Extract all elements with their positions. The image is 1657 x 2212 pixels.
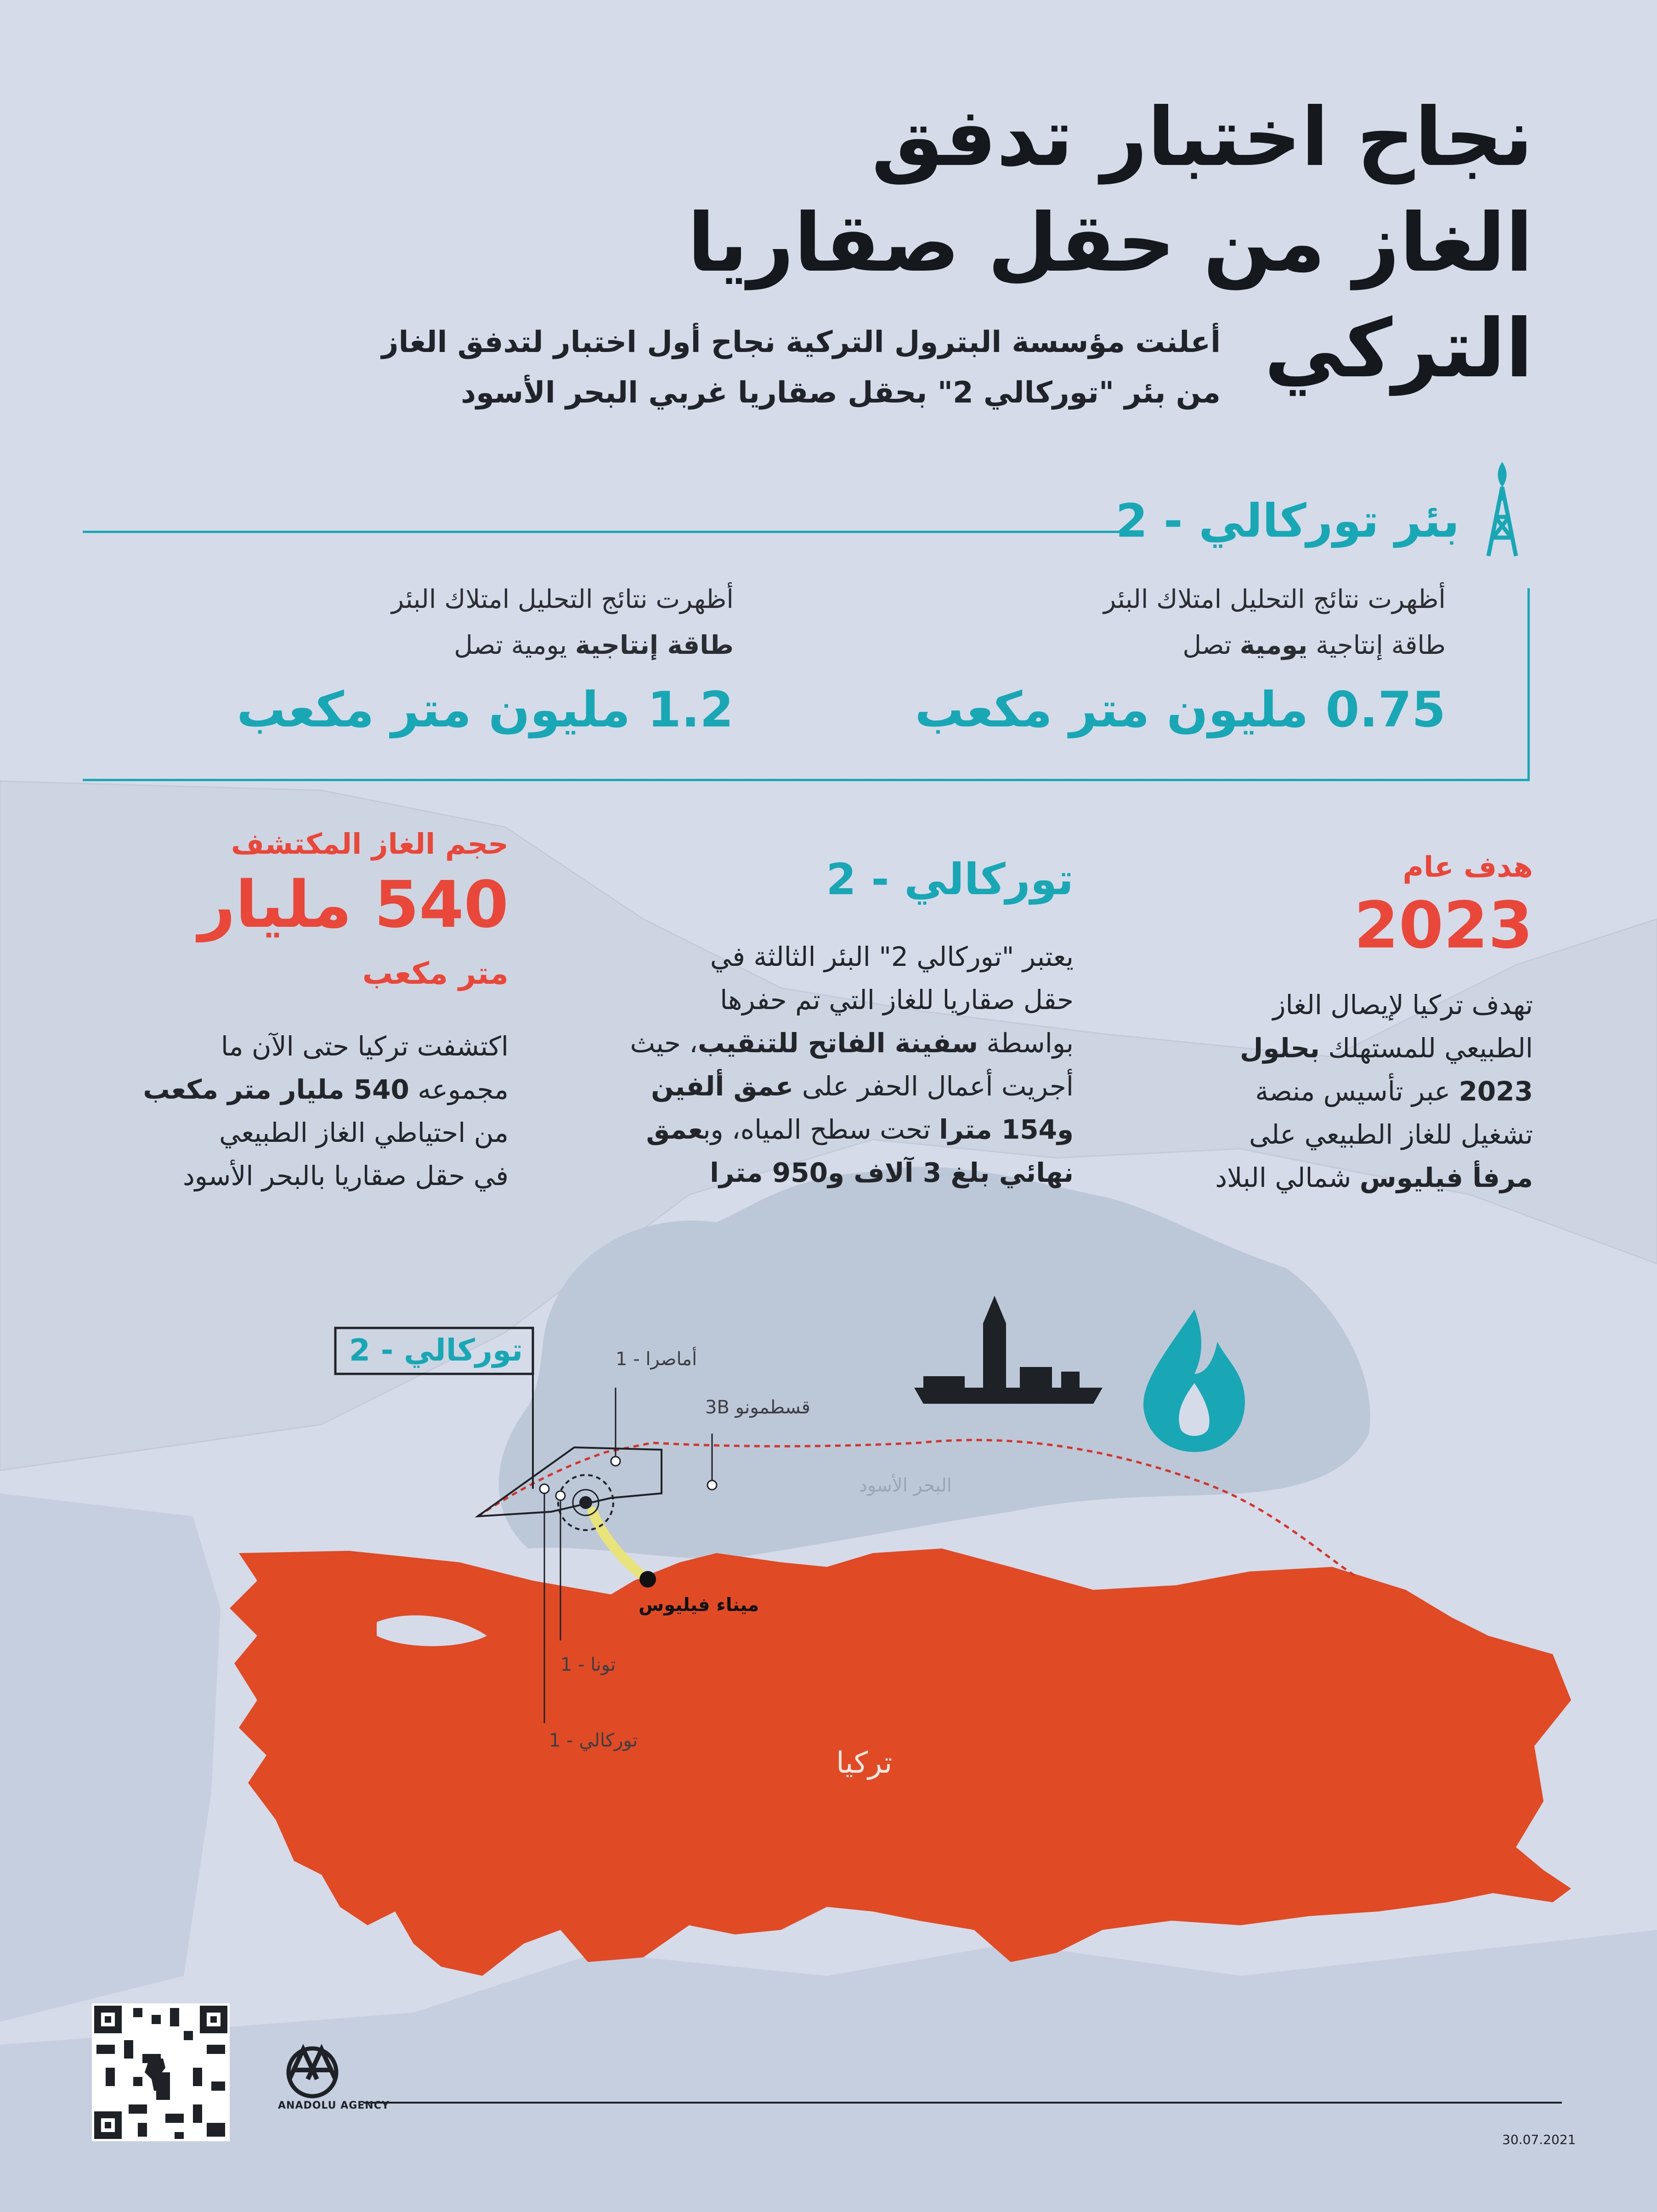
page-title-line-3: التركي xyxy=(1264,302,1533,396)
stats-frame-right-edge xyxy=(1527,588,1530,781)
stat-right-line1: أظهرت نتائج التحليل امتلاك البئر xyxy=(1103,584,1446,614)
page-subtitle xyxy=(348,317,1221,418)
turkey-landmass xyxy=(230,1548,1571,1976)
well-section-title: بئر توركالي - 2 xyxy=(1115,494,1459,548)
stat-daily-12 xyxy=(237,577,734,744)
goal-line-2-bold: بحلول xyxy=(1240,1032,1320,1064)
turkali2-line-2 xyxy=(630,978,1074,1021)
volume-line-3-text: من احتياطي الغاز الطبيعي xyxy=(219,1117,509,1148)
turkali2-line-3-tail: ، حيث xyxy=(630,1027,698,1059)
section-divider-top xyxy=(83,531,1130,533)
stat-left-bold: طاقة إنتاجية xyxy=(575,630,734,660)
stat-right-value: 0.75 مليون متر مكعب xyxy=(915,681,1446,738)
label-filyos-port: ميناء فيليوس xyxy=(639,1594,759,1616)
turkali2-line-6 xyxy=(630,1151,1074,1194)
turkali-1-well-marker xyxy=(540,1484,549,1493)
goal-line-2 xyxy=(1215,1027,1533,1070)
label-turkali-1: توركالي - 1 xyxy=(549,1730,638,1751)
filyos-port-dot xyxy=(639,1571,656,1588)
turkali2-title: توركالي - 2 xyxy=(826,855,1074,905)
stat-daily-075 xyxy=(915,577,1446,744)
volume-line-1-text: اكتشفت تركيا حتى الآن ما xyxy=(221,1031,509,1062)
volume-label: حجم الغاز المكتشف xyxy=(231,827,509,861)
subtitle-line-1: أعلنت مؤسسة البترول التركية نجاح أول اختبار لتدفق الغاز xyxy=(381,325,1221,359)
label-amasra-1: أماصرا - 1 xyxy=(616,1349,697,1370)
volume-line-1 xyxy=(143,1025,509,1068)
turkali2-line-3-bold: سفينة الفاتح للتنقيب xyxy=(697,1027,978,1059)
volume-unit: متر مكعب xyxy=(362,956,509,991)
mediterranean-sea xyxy=(0,1930,1657,2212)
goal-line-1 xyxy=(1215,983,1533,1027)
turkali2-line-3-text: بواسطة xyxy=(978,1027,1074,1059)
goal-line-5-text: شمالي البلاد xyxy=(1215,1162,1360,1193)
amasra-well-marker xyxy=(611,1457,620,1466)
turkali2-line-1-text: يعتبر "توركالي 2" البئر الثالثة في xyxy=(710,941,1074,972)
volume-value: 540 مليار xyxy=(198,868,509,942)
goal-line-3 xyxy=(1215,1070,1533,1113)
volume-line-2-text: مجموعه xyxy=(409,1074,509,1105)
label-tuna-1: تونا - 1 xyxy=(560,1654,616,1675)
goal-line-1-text: تهدف تركيا لإيصال الغاز xyxy=(1272,989,1533,1021)
stat-right-post: تصل xyxy=(1182,630,1240,660)
volume-line-4 xyxy=(143,1154,509,1197)
page-title-line-1: نجاح اختبار تدفق xyxy=(871,91,1533,184)
goal-year: 2023 xyxy=(1354,888,1533,963)
subtitle-line-2: من بئر "توركالي 2" بحقل صقاريا غربي البحر الأسود xyxy=(461,376,1221,410)
map-box-label: توركالي - 2 xyxy=(349,1333,523,1368)
stat-right-pre: طاقة إنتاجية xyxy=(1307,630,1446,660)
label-kastamonu-3b: قسطمونو 3B xyxy=(705,1397,810,1418)
turkali2-line-5-text: تحت سطح المياه، وب xyxy=(703,1114,939,1145)
gas-rig-icon xyxy=(1488,487,1516,556)
stat-left-value: 1.2 مليون متر مكعب xyxy=(237,681,734,738)
goal-label: هدف عام xyxy=(1403,850,1533,884)
goal-line-5 xyxy=(1215,1156,1533,1199)
turkali2-line-5-bold: و154 مترا xyxy=(939,1114,1074,1145)
volume-line-4-text: في حقل صقاريا بالبحر الأسود xyxy=(182,1160,509,1191)
goal-line-5-bold: مرفأ فيليوس xyxy=(1359,1162,1533,1193)
goal-paragraph xyxy=(1215,983,1533,1199)
turkali2-line-6-bold: نهائي بلغ 3 آلاف و950 مترا xyxy=(710,1157,1074,1188)
stats-frame-bottom-edge xyxy=(83,779,1530,781)
qr-code xyxy=(92,2003,230,2141)
turkali2-line-4 xyxy=(630,1065,1074,1108)
turkali2-line-5-bold2: عمق xyxy=(646,1114,703,1145)
label-turkey: تركيا xyxy=(836,1746,893,1780)
kastamonu-well-marker xyxy=(707,1480,717,1490)
turkali2-line-1 xyxy=(630,935,1074,978)
volume-line-2 xyxy=(143,1068,509,1111)
stat-right-line2 xyxy=(915,623,1446,669)
label-black-sea: البحر الأسود xyxy=(859,1475,952,1496)
agency-name: ANADOLU AGENCY xyxy=(278,2100,390,2111)
goal-line-4-text: تشغيل للغاز الطبيعي على xyxy=(1249,1119,1533,1150)
stat-right-bold: يومية xyxy=(1239,630,1308,660)
tuna-well-marker xyxy=(556,1491,565,1500)
turkali2-line-4-text: أجريت أعمال الحفر على xyxy=(793,1071,1074,1102)
stat-left-post: يومية تصل xyxy=(454,630,575,660)
volume-paragraph xyxy=(143,1025,509,1197)
aegean-sea xyxy=(0,1493,221,2022)
goal-line-3-bold: 2023 xyxy=(1459,1076,1533,1107)
volume-line-2-bold: 540 مليار متر مكعب xyxy=(143,1074,409,1105)
turkali-2-well-dot xyxy=(579,1496,592,1509)
turkali2-paragraph xyxy=(630,935,1074,1194)
goal-line-4 xyxy=(1215,1113,1533,1156)
volume-line-3 xyxy=(143,1111,509,1154)
footer-date: 30.07.2021 xyxy=(1502,2132,1576,2147)
turkali2-line-2-text: حقل صقاريا للغاز التي تم حفرها xyxy=(720,984,1074,1015)
page-title-line-2: الغاز من حقل صقاريا xyxy=(687,197,1533,290)
goal-line-3-text: عبر تأسيس منصة xyxy=(1255,1076,1459,1107)
turkali2-line-3 xyxy=(630,1021,1074,1065)
stat-left-line1: أظهرت نتائج التحليل امتلاك البئر xyxy=(391,584,734,614)
goal-line-2-text: الطبيعي للمستهلك xyxy=(1319,1032,1533,1064)
stat-left-line2 xyxy=(237,623,734,669)
turkali2-line-4-bold: عمق ألفين xyxy=(651,1071,794,1102)
turkali2-line-5 xyxy=(630,1108,1074,1151)
